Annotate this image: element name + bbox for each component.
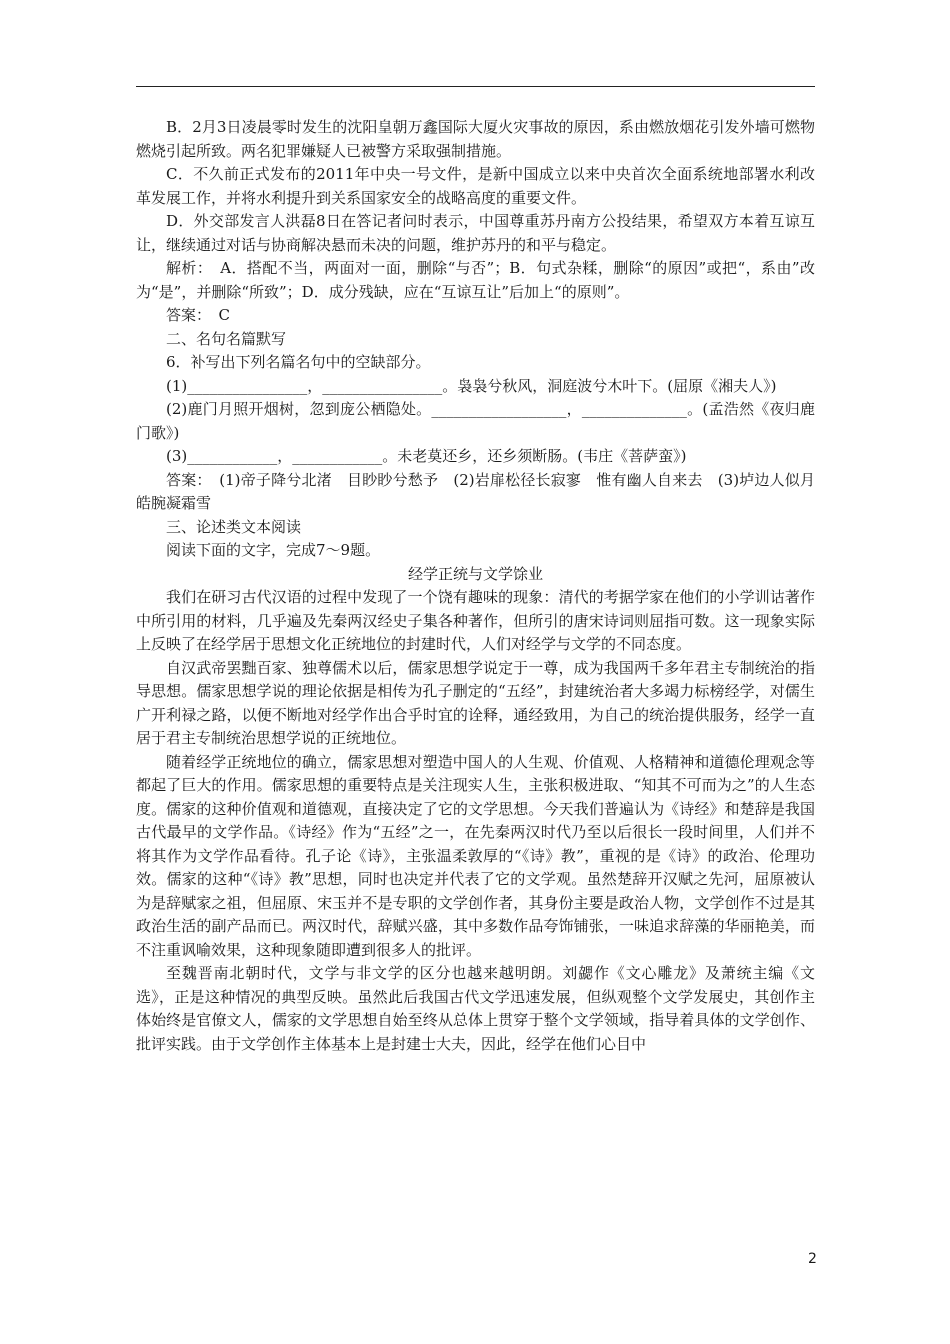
answer-6: 答案： (1)帝子降兮北渚 目眇眇兮愁予 (2)岩扉松径长寂寥 惟有幽人自来去 (3)垆边人似月 皓腕凝霜雪 <box>136 470 831 512</box>
option-d: D．外交部发言人洪磊8日在答记者问时表示，中国尊重苏丹南方公投结果，希望双方本着互谅互让，继续通过对话与协商解决悬而未决的问题，维护苏丹的和平与稳定。 <box>136 212 815 254</box>
question-6: 6．补写出下列名篇名句中的空缺部分。 <box>166 353 431 371</box>
option-b: B．2月3日凌晨零时发生的沈阳皇朝万鑫国际大厦火灾事故的原因，系由燃放烟花引发外墙可燃物燃烧引起所致。两名犯罪嫌疑人已被警方采取强制措施。 <box>136 118 815 160</box>
analysis: 解析： A．搭配不当，两面对一面，删除“与否”；B．句式杂糅，删除“的原因”或把“，系由”改为“是”，并删除“所致”；D．成分残缺，应在“互谅互让”后加上“的原则”。 <box>136 259 815 301</box>
blank-1: (1)________________，________________。袅袅兮秋风，洞庭波兮木叶下。(屈原《湘夫人》) <box>166 376 777 395</box>
blank-3: (3)____________，____________。未老莫还乡，还乡须断肠。(韦庄《菩萨蛮》) <box>166 447 687 465</box>
page-number: 2 <box>808 1251 817 1267</box>
header-rule <box>136 86 815 87</box>
article-paragraph-1: 我们在研习古代汉语的过程中发现了一个饶有趣味的现象：清代的考据学家在他们的小学训诂著作中所引用的材料，几乎遍及先秦两汉经史子集各种著作，但所引的唐宋诗词则屈指可数。这一现象实际上反映了在经学居于思想文化正统地位的封建时代，人们对经学与文学的不同态度。 <box>136 588 815 653</box>
answer-5: 答案： C <box>166 306 230 324</box>
article-paragraph-3: 随着经学正统地位的确立，儒家思想对塑造中国人的人生观、价值观、人格精神和道德伦理观念等都起了巨大的作用。儒家思想的重要特点是关注现实人生，主张积极进取、“知其不可而为之”的人生态度。儒家的这种价值观和道德观，直接决定了它的文学思想。今天我们普遍认为《诗经》和楚辞是我国古代最早的文学作品。《诗经》作为“五经”之一，在先秦两汉时代乃至以后很长一段时间里，人们并不将其作为文学作品看待。孔子论《诗》，主张温柔敦厚的“《诗》教”，重视的是《诗》的政治、伦理功效。儒家的这种“《诗》教”思想，同时也决定并代表了它的文学观。虽然楚辞开汉赋之先河，屈原被认为是辞赋家之祖，但屈原、宋玉并不是专职的文学创作者，其身份主要是政治人物，文学创作不过是其政治生活的副产品而已。两汉时代，辞赋兴盛，其中多数作品夸饰铺张，一味追求辞藻的华丽艳美，而不注重讽喻效果，这种现象随即遭到很多人的批评。 <box>136 752 815 959</box>
blank-2: (2)鹿门月照开烟树，忽到庞公栖隐处。__________________，______________。(孟浩然《夜归鹿门歌》) <box>136 400 815 442</box>
section-heading-3: 三、论述类文本阅读 <box>166 517 302 536</box>
article-title: 经学正统与文学馀业 <box>407 564 543 583</box>
section-heading-2: 二、名句名篇默写 <box>166 329 287 348</box>
article-paragraph-4: 至魏晋南北朝时代，文学与非文学的区分也越来越明朗。刘勰作《文心雕龙》及萧统主编《文选》，正是这种情况的典型反映。虽然此后我国古代文学迅速发展，但纵观整个文学发展史，其创作主体始终是官僚文人，儒家的文学思想自始至终从总体上贯穿于整个文学领域，指导着具体的文学创作、批评实践。由于文学创作主体基本上是封建士大夫，因此，经学在他们心目中 <box>136 964 815 1053</box>
option-c: C．不久前正式发布的2011年中央一号文件，是新中国成立以来中央首次全面系统地部署水利改革发展工作，并将水利提升到关系国家安全的战略高度的重要文件。 <box>136 165 815 207</box>
reading-instruction: 阅读下面的文字，完成7～9题。 <box>166 541 381 559</box>
article-paragraph-2: 自汉武帝罢黜百家、独尊儒术以后，儒家思想学说定于一尊，成为我国两千多年君主专制统治的指导思想。儒家思想学说的理论依据是相传为孔子删定的“五经”，封建统治者大多竭力标榜经学，对儒生广开利禄之路，以便不断地对经学作出合乎时宜的诠释，通经致用，为自己的统治提供服务，经学一直居于君主专制统治思想学说的正统地位。 <box>136 658 815 747</box>
document-body <box>136 116 831 1056</box>
